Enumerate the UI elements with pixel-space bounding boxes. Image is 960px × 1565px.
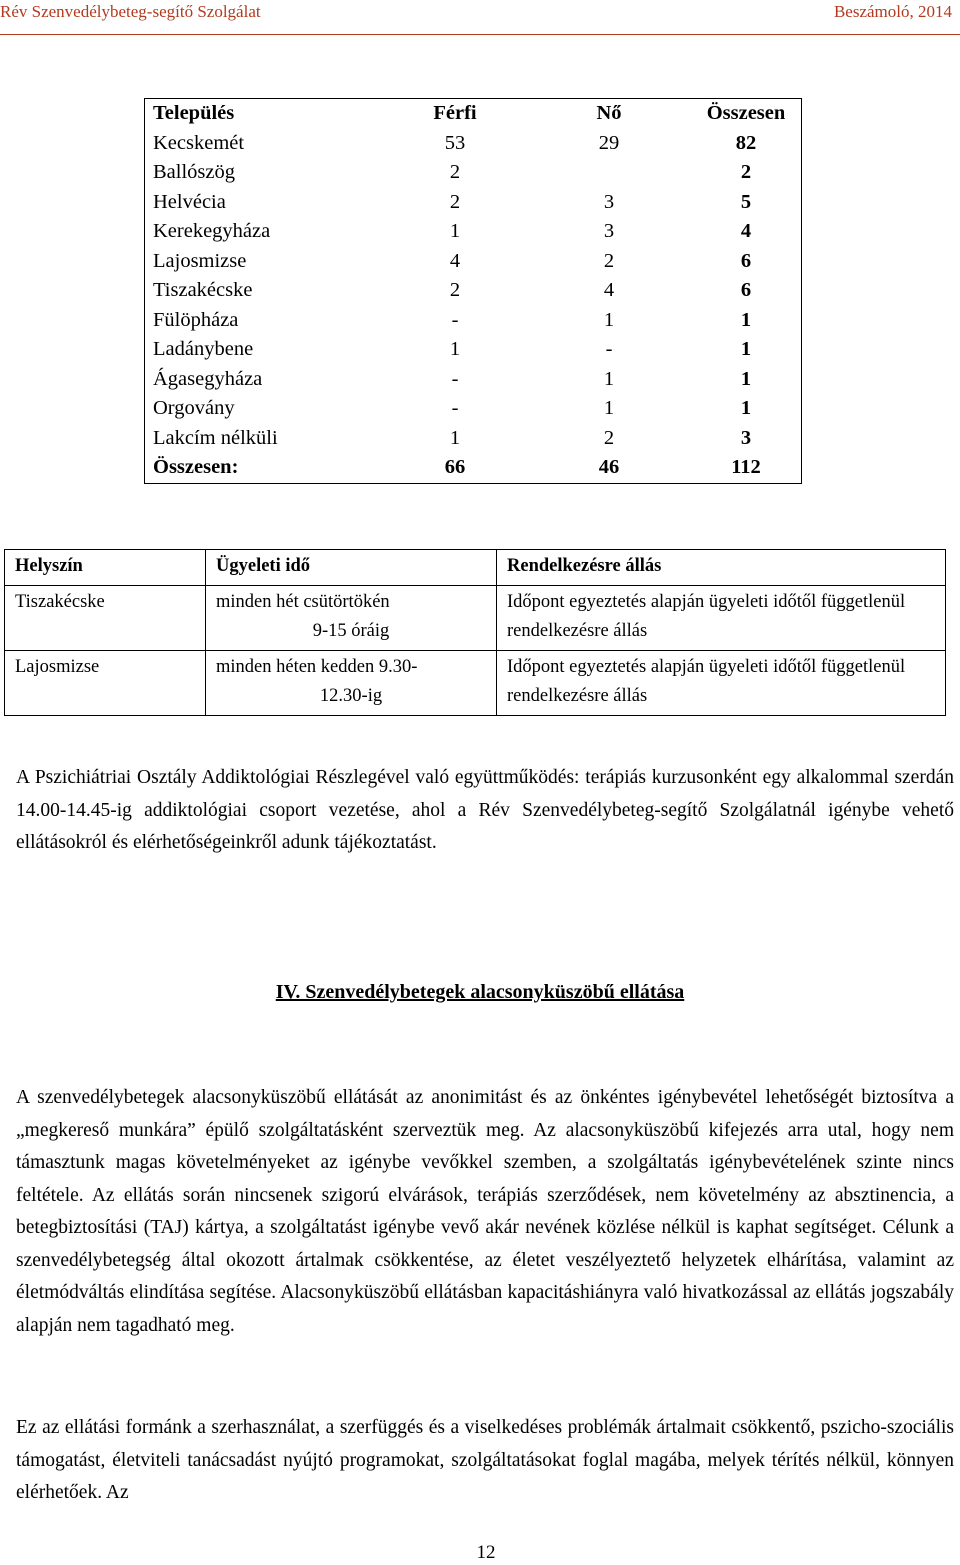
male-count: - [451, 367, 459, 390]
male-count: 2 [449, 190, 461, 213]
female-count: 3 [603, 220, 615, 242]
page-number: 12 [476, 1542, 496, 1563]
female-count: 4 [603, 279, 615, 301]
male-count: 4 [449, 249, 461, 272]
settlement-name: Tiszakécske [153, 279, 253, 301]
table-row [145, 247, 802, 277]
total-count: 1 [740, 397, 752, 419]
female-count: 1 [603, 367, 615, 390]
female-count: 46 [598, 456, 620, 478]
column-header-location: Helyszín [5, 550, 206, 586]
male-count: 1 [449, 338, 461, 360]
paragraph-low-threshold: A szenvedélybetegek alacsonyküszöbű ellátását az anonimitást és az önkéntes igénybevétel lehetőségét biztosítva a „megkereső munkára” épülő szolgáltatásként szerveztük meg. Az alacsonyküszöbű kifejezés arra utal, hogy nem támasztunk magas követelményeket az igénybe vevőkkel szemben, a szolgáltatás igénybevételének szinte nincs feltétele. Az ellátás során nincsenek szigorú elvárások, terápiás szerződések, nem követelmény az absztinencia, a betegbiztosítási (TAJ) kártya, a szolgáltatást igénybe vevő akár nevének közlése nélkül is kaphat segítséget. Célunk a szenvedélybetegség által okozott ártalmak csökkentése, az életet veszélyeztető helyzetek elhárítása, valamint az életmódváltás elindítása segítése. Alacsonyküszöbű ellátásban kapacitáshiányra való hivatkozással az ellátás jogszabály alapján nem tagadható meg. [16, 1087, 954, 1336]
column-header-total: Összesen [706, 102, 786, 124]
female-count [527, 158, 691, 188]
male-count: - [451, 308, 459, 331]
total-count: 4 [740, 220, 752, 242]
male-count: 53 [444, 131, 466, 154]
settlement-name: Ladánybene [153, 338, 254, 360]
settlement-name: Helvécia [153, 190, 226, 213]
table-row [145, 394, 802, 424]
column-header-male: Férfi [433, 102, 477, 124]
header-report-title: Beszámoló, 2014 [833, 2, 952, 21]
header-organization: Rév Szenvedélybeteg-segítő Szolgálat [0, 2, 261, 21]
male-count: 2 [449, 161, 461, 183]
table-row [145, 129, 802, 159]
settlement-name: Fülöpháza [153, 308, 239, 331]
total-count: 6 [740, 279, 752, 301]
duty-time-line: 12.30-ig [319, 686, 383, 706]
male-count: 1 [449, 426, 461, 449]
column-header-settlement: Település [153, 102, 235, 124]
female-count: 1 [603, 397, 615, 419]
page-header [0, 0, 960, 36]
table-total-row [145, 453, 802, 483]
female-count: 1 [603, 308, 615, 331]
male-count: 1 [449, 220, 461, 242]
paragraph-services: Ez az ellátási formánk a szerhasználat, a szerfüggés és a viselkedéses problémák ártalmait csökkentő, pszicho-szociális támogatást, életviteli tanácsadást nyújtó programokat, szolgáltatásokat foglal magába, melyek térítés nélkül, könnyen elérhetőek. Az [16, 1417, 954, 1503]
location-availability: Időpont egyeztetés alapján ügyeleti időtől függetlenül rendelkezésre állás [497, 586, 946, 651]
female-count: 29 [598, 131, 620, 154]
column-header-duty-time: Ügyeleti idő [206, 550, 497, 586]
settlement-table-body [145, 129, 802, 484]
female-count: - [605, 338, 613, 360]
total-count: 82 [735, 131, 757, 154]
duty-time-line: 9-15 óráig [312, 621, 390, 641]
location-place: Lajosmizse [5, 651, 206, 716]
settlement-name: Orgovány [153, 397, 235, 419]
location-place: Tiszakécske [5, 586, 206, 651]
male-count: 66 [444, 456, 466, 478]
table-row [145, 424, 802, 454]
female-count: 3 [603, 190, 615, 213]
table-row [145, 365, 802, 395]
male-count: 2 [449, 279, 461, 301]
location-table [4, 549, 946, 716]
total-count: 112 [731, 456, 761, 478]
settlement-name: Ágasegyháza [153, 367, 263, 390]
duty-time-line: minden héten kedden 9.30- [216, 657, 418, 677]
total-count: 2 [740, 161, 752, 183]
table-row [5, 651, 946, 716]
settlement-name: Kerekegyháza [153, 220, 271, 242]
settlement-name: Lajosmizse [153, 249, 247, 272]
column-header-female: Nő [596, 102, 622, 124]
section-heading: IV. Szenvedélybetegek alacsonyküszöbű ellátása [275, 981, 685, 1003]
table-row [145, 306, 802, 336]
location-duty-time [206, 586, 497, 651]
table-row [145, 158, 802, 188]
settlement-name: Kecskemét [153, 131, 245, 154]
settlement-name: Lakcím nélküli [153, 426, 278, 449]
table-row [145, 335, 802, 365]
total-count: 1 [740, 367, 752, 390]
column-header-availability: Rendelkezésre állás [497, 550, 946, 586]
header-rule [0, 34, 960, 35]
settlement-name: Összesen: [153, 456, 239, 478]
location-availability: Időpont egyeztetés alapján ügyeleti időtől függetlenül rendelkezésre állás [497, 651, 946, 716]
settlement-name: Ballószög [153, 161, 235, 183]
table-row [5, 586, 946, 651]
table-row [145, 276, 802, 306]
table-row [145, 217, 802, 247]
table-header-row [5, 550, 946, 586]
total-count: 1 [740, 338, 752, 360]
settlement-table [144, 98, 802, 484]
paragraph-cooperation: A Pszichiátriai Osztály Addiktológiai Részlegével való együttműködés: terápiás kurzusonként egy alkalommal szerdán 14.00-14.45-ig addiktológiai csoport vezetése, ahol a Rév Szenvedélybeteg-segítő Szolgálatnál igénybe vehető ellátásokról és elérhetőségeinkről adunk tájékoztatást. [16, 767, 954, 853]
total-count: 5 [740, 190, 752, 213]
table-header-row [145, 99, 802, 129]
total-count: 6 [740, 249, 752, 272]
location-duty-time [206, 651, 497, 716]
female-count: 2 [603, 249, 615, 272]
table-row [145, 188, 802, 218]
duty-time-line: minden hét csütörtökén [216, 592, 390, 612]
female-count: 2 [603, 426, 615, 449]
male-count: - [451, 397, 459, 419]
total-count: 1 [740, 308, 752, 331]
total-count: 3 [740, 426, 752, 449]
